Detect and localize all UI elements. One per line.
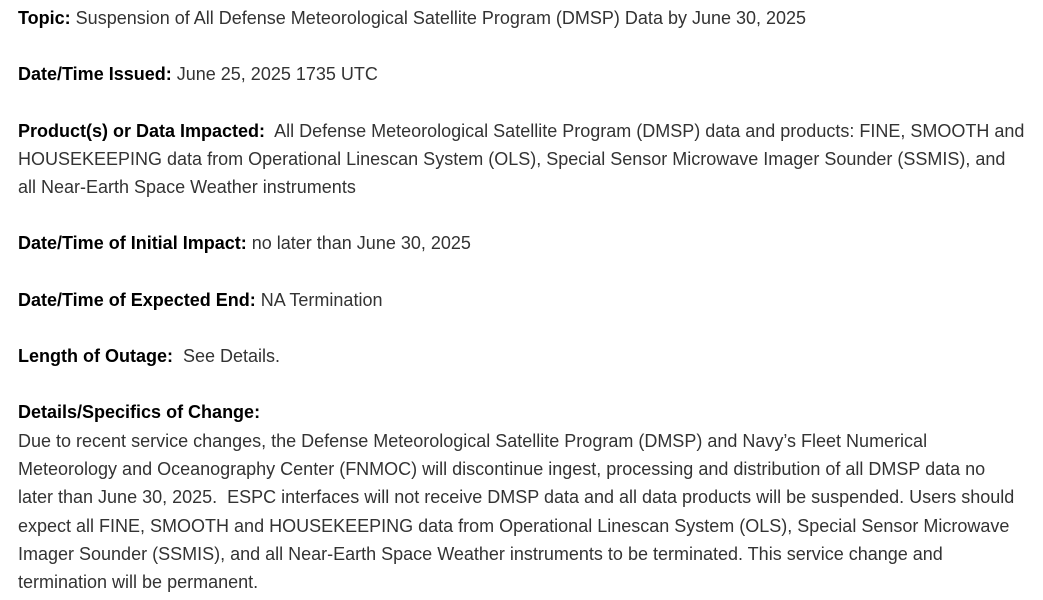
initial-impact-value: no later than June 30, 2025 xyxy=(251,233,471,254)
issued-value: June 25, 2025 1735 UTC xyxy=(176,64,378,85)
initial-impact-label: Date/Time of Initial Impact: xyxy=(18,233,247,254)
outage-label: Length of Outage: xyxy=(18,346,173,367)
details-label: Details/Specifics of Change: xyxy=(18,402,261,423)
impacted-label: Product(s) or Data Impacted: xyxy=(18,120,266,141)
expected-end-value: NA Termination xyxy=(260,289,383,310)
outage-field xyxy=(18,342,1025,370)
topic-field xyxy=(18,4,1025,32)
details-body: Due to recent service changes, the Defense Meteorological Satellite Program (DMSP) and Navy’s Fleet Numerical Meteorology and Oceanography Center (FNMOC) will discontinue ingest, processing and distribution of all DMSP data no later than June 30, 2025. ESPC interfaces will not receive DMSP data and all data products will be suspended. Users should expect all FINE, SMOOTH and HOUSEKEEPING data from Operational Linescan System (OLS), Special Sensor Microwave Imager Sounder (SSMIS), and all Near-Earth Space Weather instruments to be terminated. This service change and termination will be permanent. xyxy=(18,430,1020,593)
initial-impact-field xyxy=(18,229,1025,257)
outage-value: See Details. xyxy=(183,346,281,367)
details-section xyxy=(18,398,1025,596)
expected-end-label: Date/Time of Expected End: xyxy=(18,289,256,310)
impacted-value: All Defense Meteorological Satellite Program (DMSP) data and products: FINE, SMOOTH and HOUSEKEEPING data from Operational Linescan System (OLS), Special Sensor Microwave Imager Sounder (SSMIS), and all Near-Earth Space Weather instruments xyxy=(18,120,1025,198)
impacted-field xyxy=(18,117,1025,202)
expected-end-field xyxy=(18,286,1025,314)
topic-value: Suspension of All Defense Meteorological Satellite Program (DMSP) Data by June 30, 2025 xyxy=(75,8,807,28)
topic-label: Topic: xyxy=(18,8,71,28)
issued-label: Date/Time Issued: xyxy=(18,64,172,85)
issued-field xyxy=(18,60,1025,88)
